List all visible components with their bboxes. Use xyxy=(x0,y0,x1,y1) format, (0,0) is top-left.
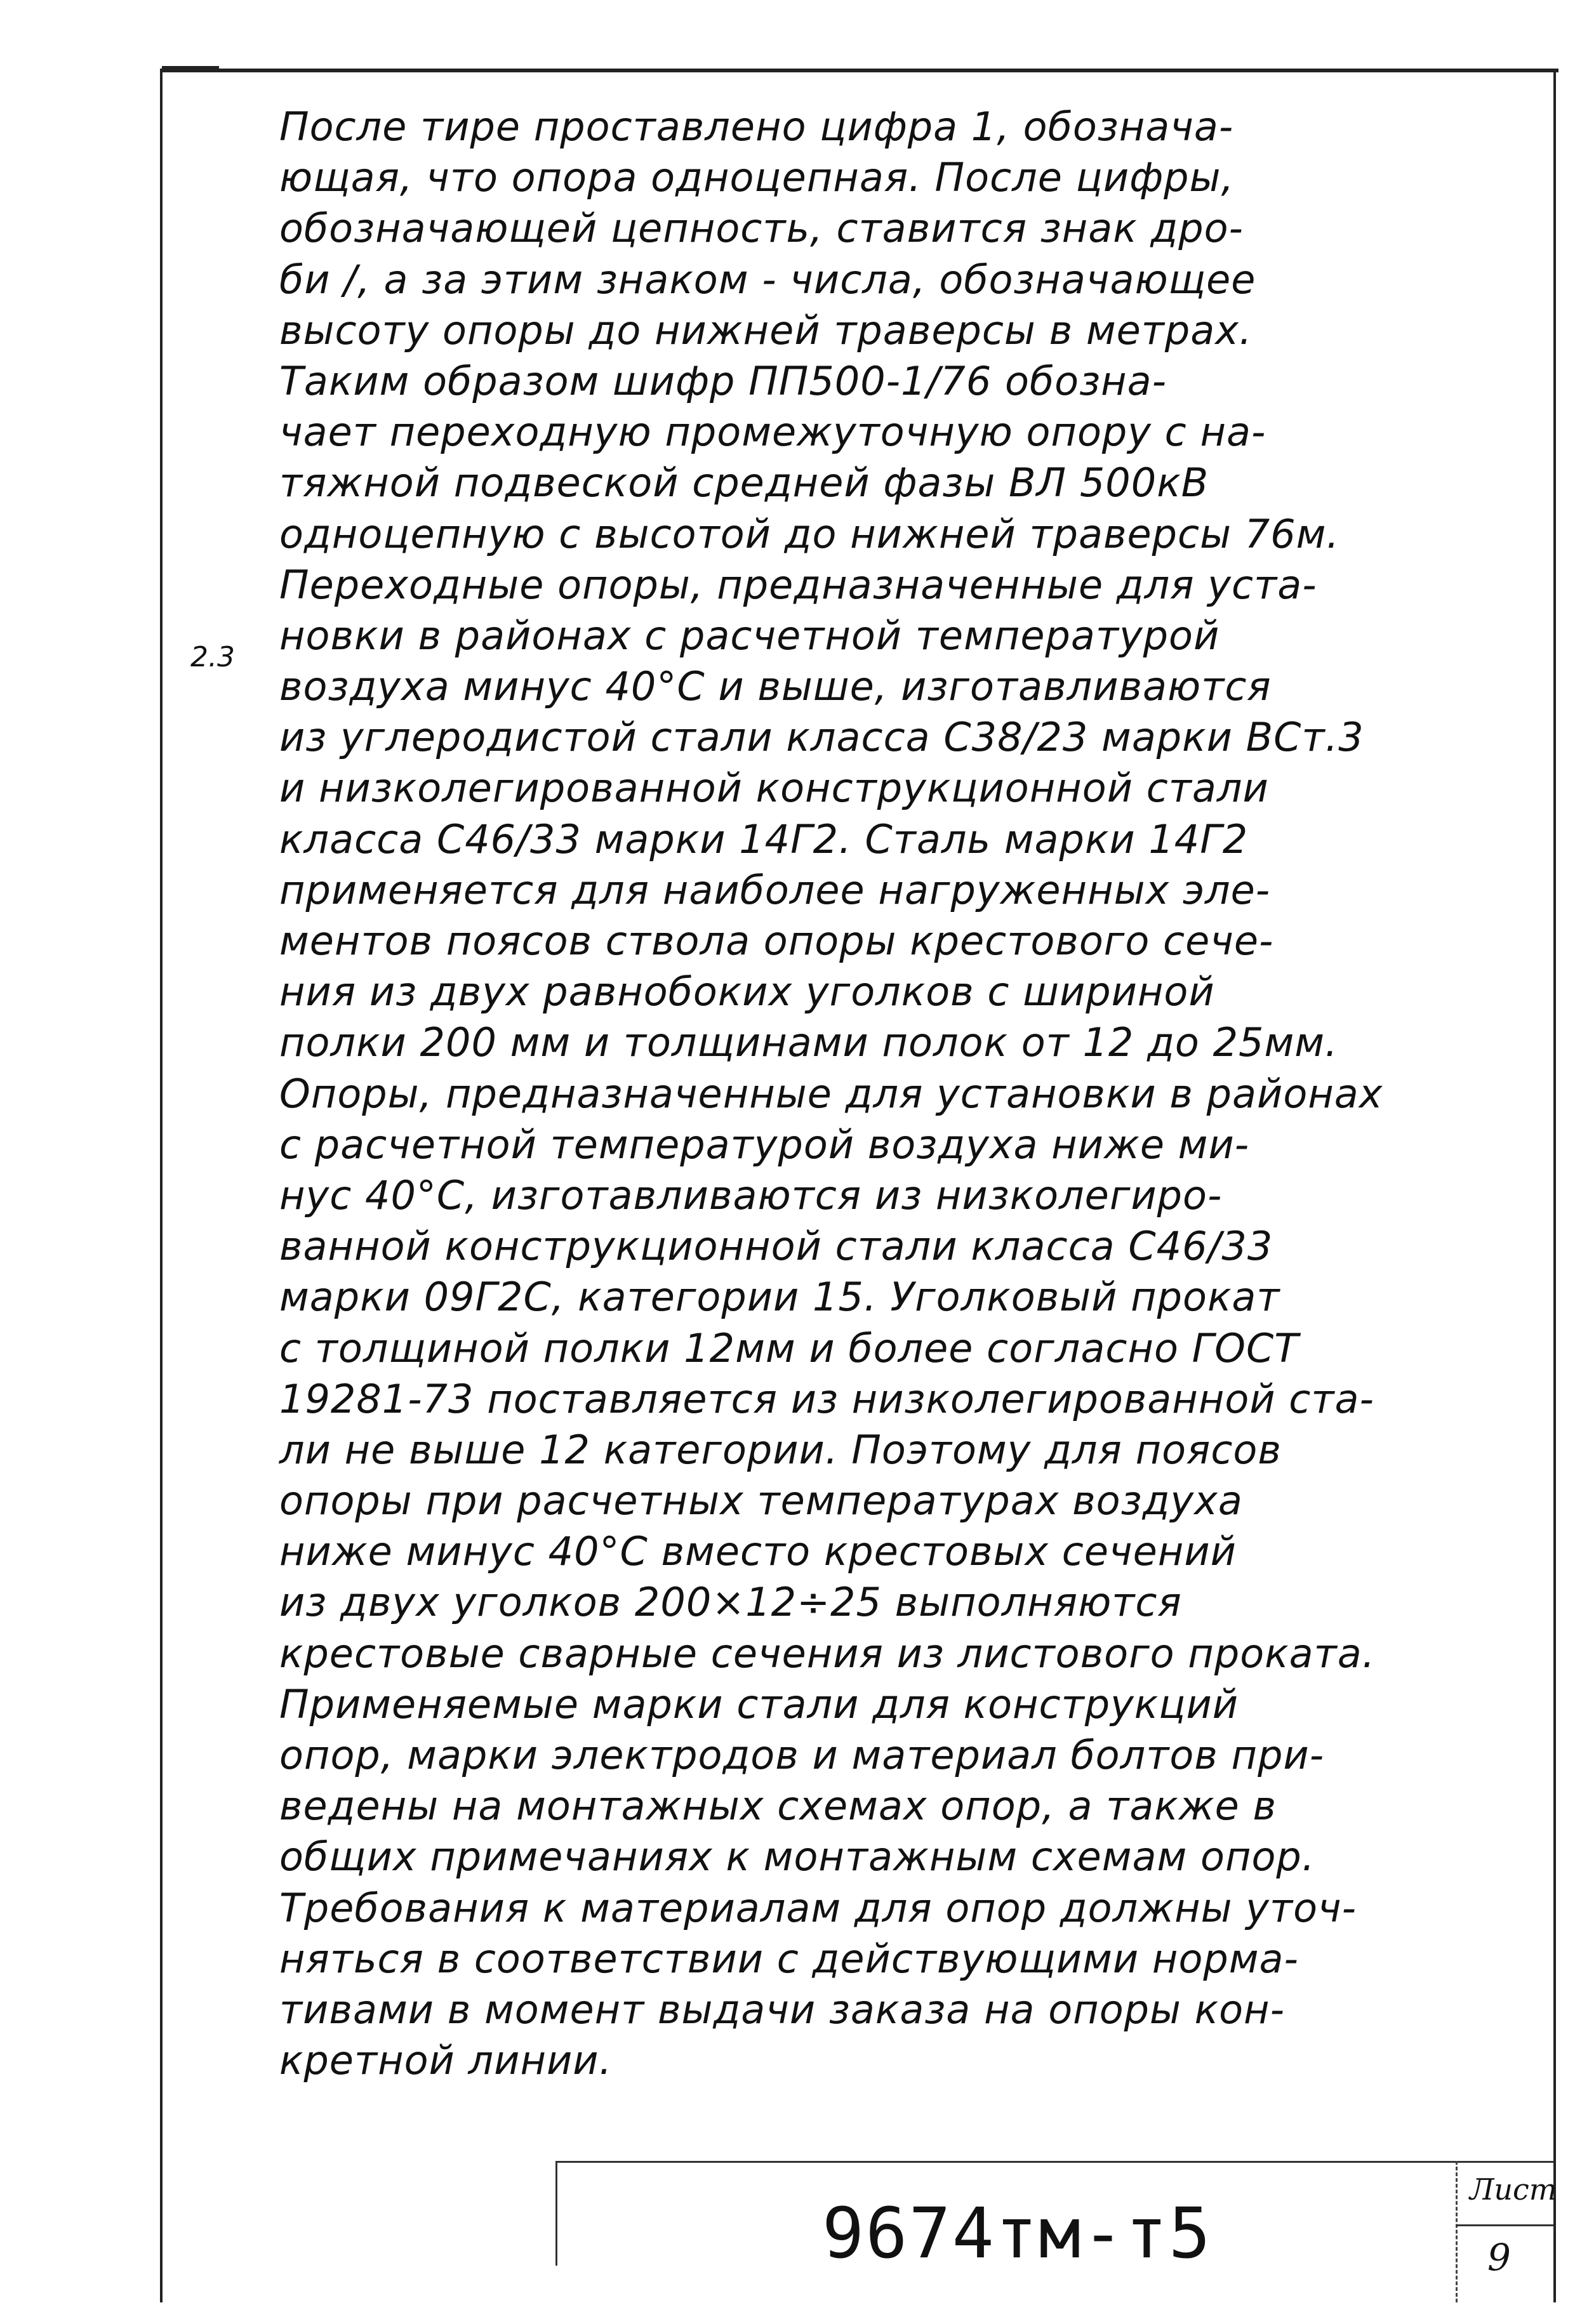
text-line: чает переходную промежуточную опору с на- xyxy=(279,409,1266,456)
text-line: Опоры, предназначенные для установки в районах xyxy=(279,1070,1383,1117)
text-line: няться в соответствии с действующими норма- xyxy=(279,1935,1299,1982)
text-line: ющая, что опора одноцепная. После цифры, xyxy=(279,154,1235,201)
text-line: общих примечаниях к монтажным схемам опор. xyxy=(279,1833,1315,1880)
text-line: кретной линии. xyxy=(279,2037,613,2084)
sheet-number: 9 xyxy=(1487,2236,1511,2279)
title-block-divider xyxy=(1456,2161,1458,2302)
text-line: опор, марки электродов и материал болтов при- xyxy=(279,1732,1325,1778)
text-line: крестовые сварные сечения из листового проката. xyxy=(279,1630,1376,1677)
text-line: ли не выше 12 категории. Поэтому для поясов xyxy=(279,1426,1282,1473)
text-line: тяжной подвеской средней фазы ВЛ 500кВ xyxy=(279,459,1209,506)
text-line: тивами в момент выдачи заказа на опоры кон- xyxy=(279,1986,1285,2033)
body-text xyxy=(279,102,1536,2086)
frame-left-border xyxy=(160,69,163,2302)
text-line: ментов поясов ствола опоры крестового сече- xyxy=(279,918,1274,964)
text-line: марки 09Г2С, категории 15. Уголковый прокат xyxy=(279,1274,1280,1321)
text-line: новки в районах с расчетной температурой xyxy=(279,612,1220,659)
title-block-left-line xyxy=(555,2161,557,2266)
text-line: полки 200 мм и толщинами полок от 12 до 25мм. xyxy=(279,1019,1338,1066)
text-line: Применяемые марки стали для конструкций xyxy=(279,1680,1239,1727)
text-line: ванной конструкционной стали класса С46/33 xyxy=(279,1223,1273,1270)
sheet-label: Лист xyxy=(1470,2172,1557,2207)
title-block-top-line xyxy=(555,2161,1553,2163)
text-line: из углеродистой стали класса С38/23 марки ВСт.3 xyxy=(279,714,1364,761)
text-line: Таким образом шифр ПП500-1/76 обозна- xyxy=(279,357,1167,404)
sheet-cell-separator xyxy=(1456,2224,1553,2226)
text-line: опоры при расчетных температурах воздуха xyxy=(279,1477,1243,1524)
text-line: с толщиной полки 12мм и более согласно ГОСТ xyxy=(279,1324,1299,1371)
title-block xyxy=(555,2161,1557,2302)
document-code: 9674тм-т5 xyxy=(822,2193,1213,2274)
text-line: би /, а за этим знаком - числа, обозначающее xyxy=(279,256,1256,303)
text-line: высоту опоры до нижней траверсы в метрах. xyxy=(279,307,1253,353)
text-line: воздуха минус 40°С и выше, изготавливаются xyxy=(279,663,1272,710)
text-line: Требования к материалам для опор должны уточ- xyxy=(279,1884,1357,1931)
text-line: ниже минус 40°С вместо крестовых сечений xyxy=(279,1528,1237,1575)
text-line: нус 40°С, изготавливаются из низколегиро- xyxy=(279,1172,1223,1218)
text-line: Переходные опоры, предназначенные для уста- xyxy=(279,561,1317,608)
text-line: применяется для наиболее нагруженных эле- xyxy=(279,866,1271,913)
text-line: 19281-73 поставляется из низколегированной ста- xyxy=(279,1375,1374,1422)
section-number: 2.3 xyxy=(190,641,235,673)
text-line: ведены на монтажных схемах опор, а также в xyxy=(279,1783,1277,1830)
text-line: класса С46/33 марки 14Г2. Сталь марки 14Г2 xyxy=(279,815,1249,862)
text-line: После тире проставлено цифра 1, обознача- xyxy=(279,103,1234,150)
text-line: с расчетной температурой воздуха ниже ми- xyxy=(279,1121,1250,1168)
text-line: из двух уголков 200×12÷25 выполняются xyxy=(279,1579,1182,1626)
text-line: обозначающей цепность, ставится знак дро- xyxy=(279,205,1244,252)
frame-top-border xyxy=(162,69,1558,72)
text-line: ния из двух равнобоких уголков с шириной xyxy=(279,968,1215,1015)
text-line: и низколегированной конструкционной стали xyxy=(279,765,1269,812)
text-line: одноцепную с высотой до нижней траверсы 76м. xyxy=(279,510,1340,557)
frame-right-border xyxy=(1553,69,1556,2302)
